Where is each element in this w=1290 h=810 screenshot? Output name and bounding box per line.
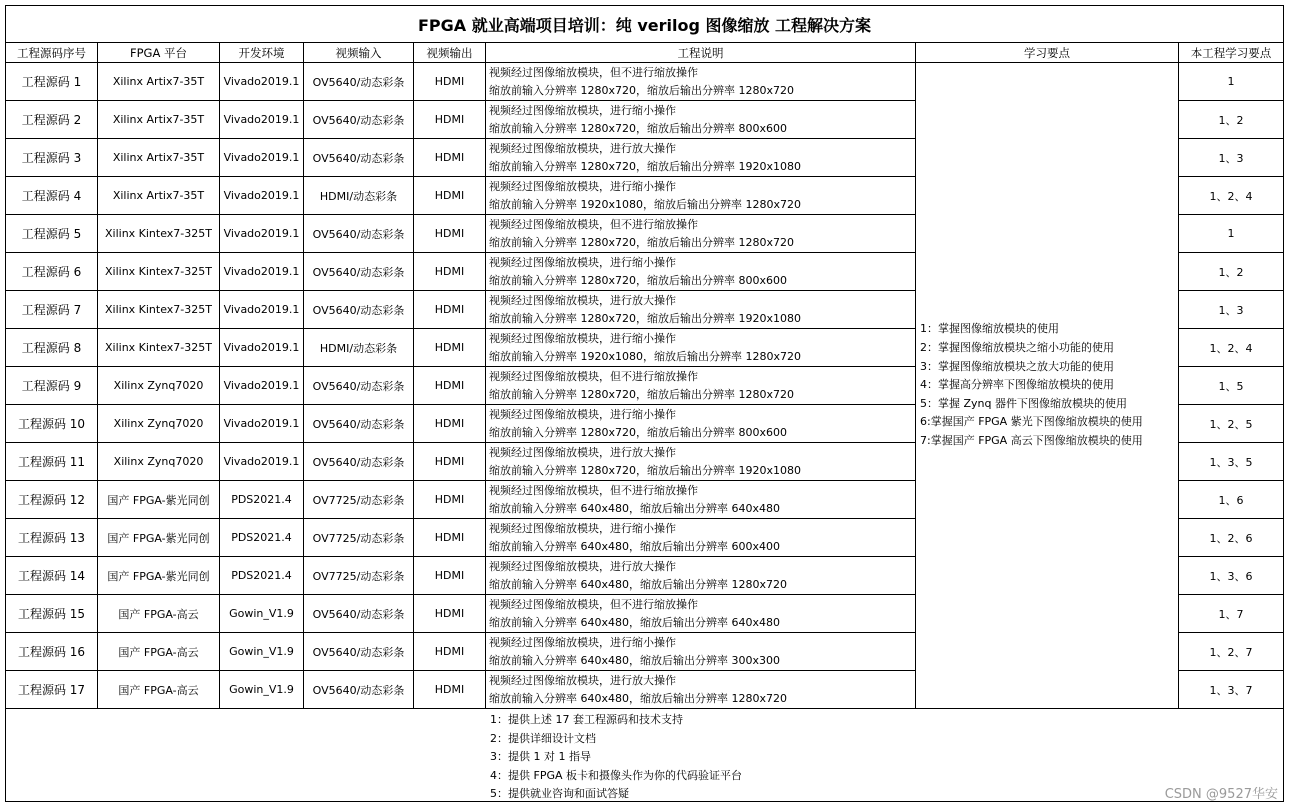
description-line-1: 视频经过图像缩放模块，进行缩小操作 — [489, 407, 676, 421]
description-line-2: 缩放前输入分辨率 1280x720，缩放后输出分辨率 1920x1080 — [489, 159, 801, 173]
project-points-cell: 1、2、4 — [1179, 177, 1284, 215]
video-output-cell: HDMI — [414, 557, 486, 595]
description-line-2: 缩放前输入分辨率 640x480，缩放后输出分辨率 300x300 — [489, 653, 780, 667]
description-line-2: 缩放前输入分辨率 1280x720，缩放后输出分辨率 1280x720 — [489, 387, 794, 401]
description-line-2: 缩放前输入分辨率 1280x720，缩放后输出分辨率 1280x720 — [489, 83, 794, 97]
description-line-1: 视频经过图像缩放模块，进行放大操作 — [489, 673, 676, 687]
description-line-2: 缩放前输入分辨率 1280x720，缩放后输出分辨率 1280x720 — [489, 235, 794, 249]
project-points-cell: 1、5 — [1179, 367, 1284, 405]
header-row — [6, 43, 1284, 63]
description-cell — [486, 367, 916, 405]
video-input-cell: HDMI/动态彩条 — [304, 329, 414, 367]
service-item: 1：提供上述 17 套工程源码和技术支持 — [490, 713, 683, 726]
video-output-cell: HDMI — [414, 291, 486, 329]
platform-cell: Xilinx Kintex7-325T — [98, 215, 220, 253]
description-line-1: 视频经过图像缩放模块，进行缩小操作 — [489, 179, 676, 193]
dev-env-cell: Vivado2019.1 — [220, 101, 304, 139]
dev-env-cell: Vivado2019.1 — [220, 63, 304, 101]
description-line-1: 视频经过图像缩放模块，但不进行缩放操作 — [489, 369, 698, 383]
source-code-cell: 工程源码 13 — [6, 519, 98, 557]
title-row — [6, 6, 1284, 43]
description-line-1: 视频经过图像缩放模块，进行缩小操作 — [489, 103, 676, 117]
video-input-cell: HDMI/动态彩条 — [304, 177, 414, 215]
source-code-cell: 工程源码 11 — [6, 443, 98, 481]
project-table — [5, 5, 1284, 802]
learning-point-item: 3：掌握图像缩放模块之放大功能的使用 — [920, 359, 1114, 373]
description-cell — [486, 291, 916, 329]
video-input-cell: OV5640/动态彩条 — [304, 405, 414, 443]
description-line-1: 视频经过图像缩放模块，进行放大操作 — [489, 445, 676, 459]
dev-env-cell: Gowin_V1.9 — [220, 595, 304, 633]
source-code-cell: 工程源码 9 — [6, 367, 98, 405]
description-line-1: 视频经过图像缩放模块，但不进行缩放操作 — [489, 65, 698, 79]
description-cell — [486, 329, 916, 367]
description-line-2: 缩放前输入分辨率 640x480，缩放后输出分辨率 640x480 — [489, 615, 780, 629]
video-input-cell: OV5640/动态彩条 — [304, 215, 414, 253]
header-learning: 学习要点 — [916, 43, 1179, 63]
video-input-cell: OV5640/动态彩条 — [304, 63, 414, 101]
video-output-cell: HDMI — [414, 519, 486, 557]
video-output-cell: HDMI — [414, 177, 486, 215]
source-code-cell: 工程源码 1 — [6, 63, 98, 101]
description-cell — [486, 557, 916, 595]
description-line-2: 缩放前输入分辨率 1280x720，缩放后输出分辨率 1920x1080 — [489, 463, 801, 477]
source-code-cell: 工程源码 7 — [6, 291, 98, 329]
video-output-cell: HDMI — [414, 671, 486, 709]
description-line-1: 视频经过图像缩放模块，但不进行缩放操作 — [489, 483, 698, 497]
header-src: 工程源码序号 — [6, 43, 98, 63]
video-input-cell: OV5640/动态彩条 — [304, 253, 414, 291]
dev-env-cell: Vivado2019.1 — [220, 291, 304, 329]
video-output-cell: HDMI — [414, 101, 486, 139]
description-line-1: 视频经过图像缩放模块，进行放大操作 — [489, 141, 676, 155]
video-output-cell: HDMI — [414, 481, 486, 519]
header-input: 视频输入 — [304, 43, 414, 63]
source-code-cell: 工程源码 16 — [6, 633, 98, 671]
platform-cell: Xilinx Kintex7-325T — [98, 253, 220, 291]
project-points-cell: 1、3、5 — [1179, 443, 1284, 481]
video-input-cell: OV5640/动态彩条 — [304, 595, 414, 633]
source-code-cell: 工程源码 12 — [6, 481, 98, 519]
description-cell — [486, 139, 916, 177]
dev-env-cell: Vivado2019.1 — [220, 253, 304, 291]
video-output-cell: HDMI — [414, 633, 486, 671]
project-points-cell: 1 — [1179, 63, 1284, 101]
learning-point-item: 1：掌握图像缩放模块的使用 — [920, 322, 1059, 336]
description-line-1: 视频经过图像缩放模块，但不进行缩放操作 — [489, 217, 698, 231]
description-cell — [486, 215, 916, 253]
description-line-1: 视频经过图像缩放模块，但不进行缩放操作 — [489, 597, 698, 611]
source-code-cell: 工程源码 17 — [6, 671, 98, 709]
video-input-cell: OV5640/动态彩条 — [304, 101, 414, 139]
video-output-cell: HDMI — [414, 367, 486, 405]
description-line-2: 缩放前输入分辨率 640x480，缩放后输出分辨率 1280x720 — [489, 691, 787, 705]
project-points-cell: 1、7 — [1179, 595, 1284, 633]
video-input-cell: OV5640/动态彩条 — [304, 139, 414, 177]
dev-env-cell: Vivado2019.1 — [220, 215, 304, 253]
platform-cell: Xilinx Zynq7020 — [98, 367, 220, 405]
video-input-cell: OV5640/动态彩条 — [304, 443, 414, 481]
platform-cell: Xilinx Kintex7-325T — [98, 329, 220, 367]
video-input-cell: OV5640/动态彩条 — [304, 367, 414, 405]
source-code-cell: 工程源码 14 — [6, 557, 98, 595]
project-points-cell: 1、2 — [1179, 253, 1284, 291]
project-points-cell: 1、2、5 — [1179, 405, 1284, 443]
source-code-cell: 工程源码 3 — [6, 139, 98, 177]
description-line-2: 缩放前输入分辨率 640x480，缩放后输出分辨率 600x400 — [489, 539, 780, 553]
learning-point-item: 5：掌握 Zynq 器件下图像缩放模块的使用 — [920, 396, 1127, 410]
platform-cell: 国产 FPGA-高云 — [98, 633, 220, 671]
source-code-cell: 工程源码 6 — [6, 253, 98, 291]
description-cell — [486, 177, 916, 215]
learning-point-item: 6:掌握国产 FPGA 紫光下图像缩放模块的使用 — [920, 415, 1143, 429]
description-line-2: 缩放前输入分辨率 1280x720，缩放后输出分辨率 800x600 — [489, 273, 787, 287]
service-item: 4：提供 FPGA 板卡和摄像头作为你的代码验证平台 — [490, 768, 742, 782]
video-output-cell: HDMI — [414, 63, 486, 101]
description-line-2: 缩放前输入分辨率 1280x720，缩放后输出分辨率 800x600 — [489, 425, 787, 439]
service-item: 3：提供 1 对 1 指导 — [490, 750, 591, 764]
service-item: 5：提供就业咨询和面试答疑 — [490, 787, 629, 801]
dev-env-cell: Vivado2019.1 — [220, 329, 304, 367]
dev-env-cell: Vivado2019.1 — [220, 405, 304, 443]
description-cell — [486, 405, 916, 443]
video-output-cell: HDMI — [414, 215, 486, 253]
project-points-cell: 1 — [1179, 215, 1284, 253]
platform-cell: Xilinx Zynq7020 — [98, 405, 220, 443]
platform-cell: 国产 FPGA-高云 — [98, 671, 220, 709]
footer-row — [6, 709, 1284, 802]
platform-cell: 国产 FPGA-紫光同创 — [98, 557, 220, 595]
platform-cell: 国产 FPGA-高云 — [98, 595, 220, 633]
services-list — [490, 711, 742, 802]
header-desc: 工程说明 — [486, 43, 916, 63]
description-line-1: 视频经过图像缩放模块，进行缩小操作 — [489, 521, 676, 535]
source-code-cell: 工程源码 10 — [6, 405, 98, 443]
header-output: 视频输出 — [414, 43, 486, 63]
learning-points-cell — [916, 63, 1179, 709]
description-line-1: 视频经过图像缩放模块，进行放大操作 — [489, 293, 676, 307]
description-cell — [486, 595, 916, 633]
csdn-watermark: CSDN @9527华安 — [1164, 787, 1278, 802]
description-cell — [486, 443, 916, 481]
platform-cell: Xilinx Artix7-35T — [98, 63, 220, 101]
project-points-cell: 1、3 — [1179, 139, 1284, 177]
description-line-1: 视频经过图像缩放模块，进行放大操作 — [489, 559, 676, 573]
platform-cell: Xilinx Zynq7020 — [98, 443, 220, 481]
source-code-cell: 工程源码 4 — [6, 177, 98, 215]
platform-cell: Xilinx Artix7-35T — [98, 177, 220, 215]
description-cell — [486, 253, 916, 291]
learning-point-item: 7:掌握国产 FPGA 高云下图像缩放模块的使用 — [920, 433, 1143, 447]
source-code-cell: 工程源码 2 — [6, 101, 98, 139]
project-points-cell: 1、2、4 — [1179, 329, 1284, 367]
dev-env-cell: Vivado2019.1 — [220, 367, 304, 405]
project-points-cell: 1、2、7 — [1179, 633, 1284, 671]
video-output-cell: HDMI — [414, 595, 486, 633]
platform-cell: Xilinx Artix7-35T — [98, 139, 220, 177]
platform-cell: Xilinx Artix7-35T — [98, 101, 220, 139]
description-cell — [486, 519, 916, 557]
video-input-cell: OV7725/动态彩条 — [304, 519, 414, 557]
table-row — [6, 63, 1284, 101]
description-line-2: 缩放前输入分辨率 1920x1080，缩放后输出分辨率 1280x720 — [489, 349, 801, 363]
video-output-cell: HDMI — [414, 253, 486, 291]
dev-env-cell: Gowin_V1.9 — [220, 633, 304, 671]
description-line-2: 缩放前输入分辨率 640x480，缩放后输出分辨率 1280x720 — [489, 577, 787, 591]
header-platform: FPGA 平台 — [98, 43, 220, 63]
video-input-cell: OV7725/动态彩条 — [304, 481, 414, 519]
description-line-1: 视频经过图像缩放模块，进行缩小操作 — [489, 331, 676, 345]
dev-env-cell: Vivado2019.1 — [220, 139, 304, 177]
description-line-2: 缩放前输入分辨率 1280x720，缩放后输出分辨率 800x600 — [489, 121, 787, 135]
description-cell — [486, 101, 916, 139]
description-cell — [486, 671, 916, 709]
learning-point-item: 2：掌握图像缩放模块之缩小功能的使用 — [920, 341, 1114, 355]
dev-env-cell: PDS2021.4 — [220, 519, 304, 557]
project-points-cell: 1、3、6 — [1179, 557, 1284, 595]
dev-env-cell: Gowin_V1.9 — [220, 671, 304, 709]
project-points-cell: 1、2、6 — [1179, 519, 1284, 557]
platform-cell: Xilinx Kintex7-325T — [98, 291, 220, 329]
source-code-cell: 工程源码 15 — [6, 595, 98, 633]
video-input-cell: OV7725/动态彩条 — [304, 557, 414, 595]
header-points: 本工程学习要点 — [1179, 43, 1284, 63]
project-points-cell: 1、3 — [1179, 291, 1284, 329]
header-env: 开发环境 — [220, 43, 304, 63]
video-input-cell: OV5640/动态彩条 — [304, 671, 414, 709]
description-cell — [486, 63, 916, 101]
description-line-2: 缩放前输入分辨率 1920x1080，缩放后输出分辨率 1280x720 — [489, 197, 801, 211]
video-input-cell: OV5640/动态彩条 — [304, 633, 414, 671]
video-output-cell: HDMI — [414, 329, 486, 367]
source-code-cell: 工程源码 8 — [6, 329, 98, 367]
dev-env-cell: Vivado2019.1 — [220, 443, 304, 481]
service-item: 2：提供详细设计文档 — [490, 731, 596, 745]
platform-cell: 国产 FPGA-紫光同创 — [98, 481, 220, 519]
footer-cell — [6, 709, 1284, 802]
dev-env-cell: Vivado2019.1 — [220, 177, 304, 215]
description-cell — [486, 481, 916, 519]
project-points-cell: 1、2 — [1179, 101, 1284, 139]
source-code-cell: 工程源码 5 — [6, 215, 98, 253]
dev-env-cell: PDS2021.4 — [220, 481, 304, 519]
platform-cell: 国产 FPGA-紫光同创 — [98, 519, 220, 557]
description-line-2: 缩放前输入分辨率 1280x720，缩放后输出分辨率 1920x1080 — [489, 311, 801, 325]
dev-env-cell: PDS2021.4 — [220, 557, 304, 595]
video-input-cell: OV5640/动态彩条 — [304, 291, 414, 329]
description-cell — [486, 633, 916, 671]
video-output-cell: HDMI — [414, 405, 486, 443]
video-output-cell: HDMI — [414, 139, 486, 177]
learning-point-item: 4：掌握高分辨率下图像缩放模块的使用 — [920, 378, 1114, 392]
project-points-cell: 1、3、7 — [1179, 671, 1284, 709]
description-line-1: 视频经过图像缩放模块，进行缩小操作 — [489, 255, 676, 269]
page-title: FPGA 就业高端项目培训：纯 verilog 图像缩放 工程解决方案 — [6, 6, 1284, 43]
description-line-2: 缩放前输入分辨率 640x480，缩放后输出分辨率 640x480 — [489, 501, 780, 515]
description-line-1: 视频经过图像缩放模块，进行缩小操作 — [489, 635, 676, 649]
video-output-cell: HDMI — [414, 443, 486, 481]
project-points-cell: 1、6 — [1179, 481, 1284, 519]
